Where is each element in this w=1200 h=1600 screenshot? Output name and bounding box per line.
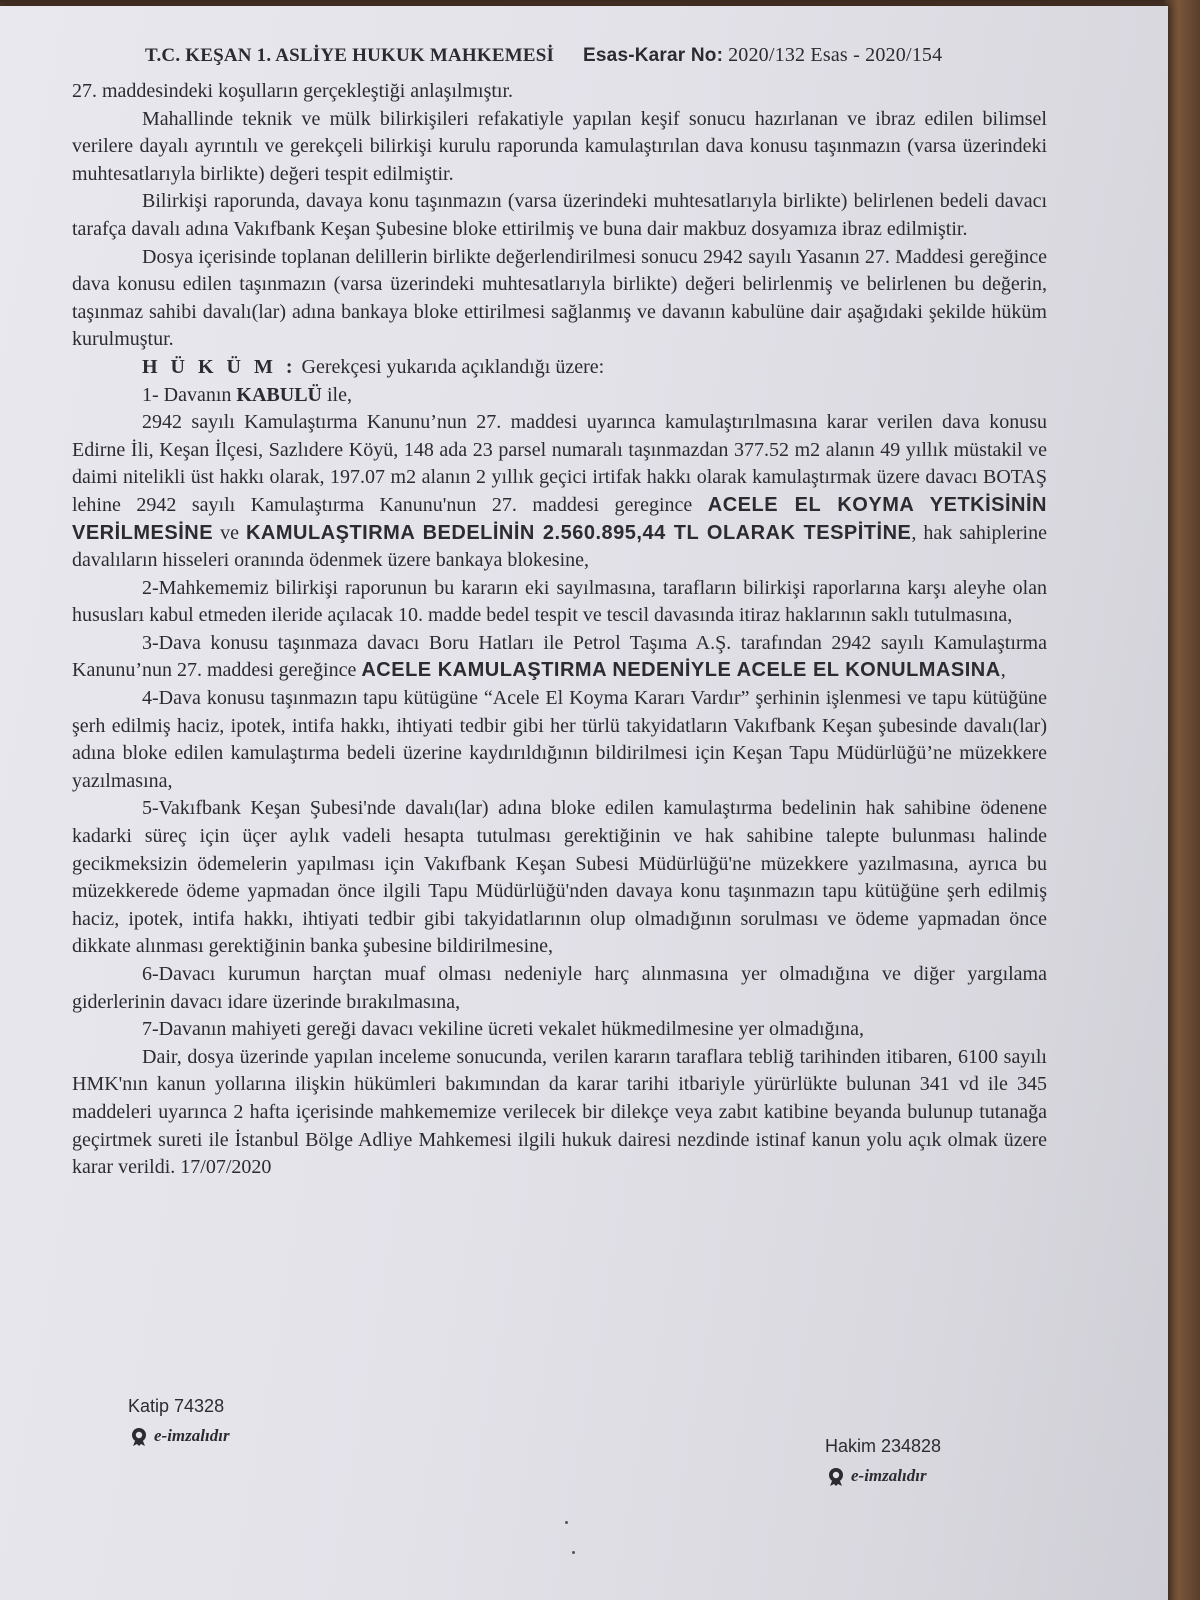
item-1-accept: KABULÜ [236,383,322,406]
document-page [0,6,1168,1600]
judge-signature [825,1436,941,1487]
document-header [145,44,942,67]
document-body [72,78,1047,1182]
paper-speck [565,1521,568,1524]
item-1-detail-suffix: , hak sahiplerine davalıların hisseleri oranında ödenmek üzere bankaya blokesine, [72,521,1047,572]
seal-icon [825,1465,847,1487]
esig-label: e-imzalıdır [154,1426,230,1445]
seal-icon [128,1425,150,1447]
judgment-heading [72,354,1047,382]
background-wood-right [1164,0,1200,1600]
closing-paragraph: Dair, dosya üzerinde yapılan inceleme sonucunda, verilen kararın taraflara tebliğ tarihinden itibaren, 6100 sayılı HMK'nın kanun yollarına ilişkin hükümleri bakımından da karar tarihi itbariyle yürürlükte bulunan 341 vd ile 345 maddeleri uyarınca 2 hafta içerisinde mahkememize verilecek bir dilekçe veya zabıt katibine beyanda bulunup tutanağa geçirtmek sureti ile İstanbul Bölge Adliye Mahkemesi ilgili hukuk dairesi nezdinde istinaf kanun yolu açık olmak üzere karar verildi. 17/07/2020 [72,1045,1047,1179]
case-number-label: Esas-Karar No: [583,45,724,66]
clerk-label: Katip 74328 [128,1396,225,1416]
clerk-esignature [128,1425,230,1447]
item-1-detail-and: ve [213,521,246,544]
item-1-prefix: 1- Davanın [142,383,237,406]
item-1-urgent-seizure: ACELE EL KOYMA YETKİSİNİN VERİLMESİNE [72,493,1047,544]
paragraph-continuation: 27. maddesindeki koşulların gerçekleştiği anlaşılmıştır. [72,80,514,102]
judgment-item-3 [72,630,1047,685]
judgment-item-1-detail [72,409,1047,575]
item-1-suffix: ile, [322,383,352,406]
judgment-item-1 [72,382,1047,410]
judgment-item-5: 5-Vakıfbank Keşan Şubesi'nde davalı(lar) adına bloke edilen kamulaştırma bedelinin hak sahibine ödenene kadarki süreç için üçer aylık vadeli hesapta tutulması gerektiğinin ve hak sahibine talepte bulunması halinde gecikmeksizin ödemelerin yapılması için Vakıfbank Keşan Subesi Müdürlüğü'ne müzekkere yazılmasına, ayrıca bu müzekkerede ödeme yapmadan önce ilgili Tapu Müdürlüğü'nden davaya konu taşınmazın tapu kütüğüne şerh edilmiş haciz, ipotek, intifa hakkı, ihtiyati tedbir gibi takyidatlarının olup olmadığının sorulması ve ödeme yapmadan önce dikkate alınması gerektiğinin banka şubesine bildirilmesine, [72,797,1047,958]
paragraph-bank-deposit: Bilirkişi raporunda, davaya konu taşınmazın (varsa üzerindeki muhtesatlarıyla birlikte) belirlenen bedeli davacı tarafça davalı adına Vakıfbank Keşan Şubesine bloke ettirilmiş ve buna dair makbuz dosyamıza ibraz edilmiştir. [72,190,1047,240]
judgment-item-7: 7-Davanın mahiyeti gereği davacı vekiline ücreti vekalet hükmedilmesine yer olmadığına, [142,1018,864,1041]
judgment-item-4: 4-Dava konusu taşınmazın tapu kütügüne “Acele El Koyma Kararı Vardır” şerhinin işlenmesi ve tapu kütüğüne şerh edilmiş haciz, ipotek, intifa hakkı, ihtiyati tedbir gibi her türlü takyidatların Vakıfbank Keşan şubesinde davalı(lar) adına bloke edilen kamulaştırma bedeli üzerine kaydırıldığının bildirilmesi için Keşan Tapu Müdürlüğü’ne müzekkere yazılmasına, [72,687,1047,792]
case-number-value: 2020/132 Esas - 2020/154 [728,44,943,66]
item-3-suffix: , [1000,659,1006,682]
item-3-urgent-expropriation: ACELE KAMULAŞTIRMA NEDENİYLE ACELE EL KONULMASINA [361,659,1001,682]
item-1-expropriation-value: KAMULAŞTIRMA BEDELİNİN 2.560.895,44 TL OLARAK TESPİTİNE [245,521,912,544]
paragraph-expert-report: Mahallinde teknik ve mülk bilirkişileri refakatiyle yapılan keşif sonucu hazırlanan ve ibraz edilen bilimsel verilere dayalı ayrıntılı ve gerekçeli bilirkişi kurulu raporunda kamulaştırılan dava konusu taşınmazın (varsa üzerindeki muhtesatlarıyla birlikte) değeri tespit edilmiştir. [72,107,1047,185]
judgment-label: H Ü K Ü M : [142,355,297,378]
item-3-text: 3-Dava konusu taşınmaza davacı Boru Hatları ile Petrol Taşıma A.Ş. tarafından 2942 sayılı Kamulaştırma Kanunu’nun 27. maddesi gereğince [72,631,1047,682]
judgment-intro: Gerekçesi yukarıda açıklandığı üzere: [296,355,605,378]
paper-speck [572,1551,575,1554]
esig-label: e-imzalıdır [851,1466,927,1485]
clerk-signature [128,1396,230,1447]
item-1-detail-text: 2942 sayılı Kamulaştırma Kanunu’nun 27. maddesi uyarınca kamulaştırılmasına karar verilen dava konusu Edirne İli, Keşan İlçesi, Sazlıdere Köyü, 148 ada 23 parsel numaralı taşınmazdan 377.52 m2 alanın 49 yıllık müstakil ve daimi nitelikli üst hakkı olarak, 197.07 m2 alanın 2 yıllık geçici irtifak hakkı olarak kamulaştırmak üzere davacı BOTAŞ lehine 2942 sayılı Kamulaştırma Kanunu'nun 27. maddesi geregince [72,411,1047,516]
judgment-item-2: 2-Mahkememiz bilirkişi raporunun bu kararın eki sayılmasına, tarafların bilirkişi raporlarına karşı aleyhe olan hususları kabul etmeden ileride açılacak 10. madde bedel tespit ve tescil davasında itiraz haklarının saklı tutulmasına, [72,576,1047,627]
judgment-item-6: 6-Davacı kurumun harçtan muaf olması nedeniyle harç alınmasına yer olmadığına ve diğer yargılama giderlerinin davacı idare üzerinde bırakılmasına, [72,963,1047,1013]
judge-label: Hakim 234828 [825,1436,942,1456]
court-name: T.C. KEŞAN 1. ASLİYE HUKUK MAHKEMESİ [145,45,555,66]
judge-esignature [825,1465,941,1487]
paragraph-evaluation: Dosya içerisinde toplanan delillerin birlikte değerlendirilmesi sonucu 2942 sayılı Yasanın 27. Maddesi gereğince dava konusu edilen taşınmazın (varsa üzerindeki muhtesatlarıyla birlikte) değeri belirlenmiş ve belirlenen bu değerin, taşınmaz sahibi davalı(lar) adına bankaya bloke ettirilmesi sağlanmış ve davanın kabulüne dair aşağıdaki şekilde hüküm kurulmuştur. [72,245,1047,351]
